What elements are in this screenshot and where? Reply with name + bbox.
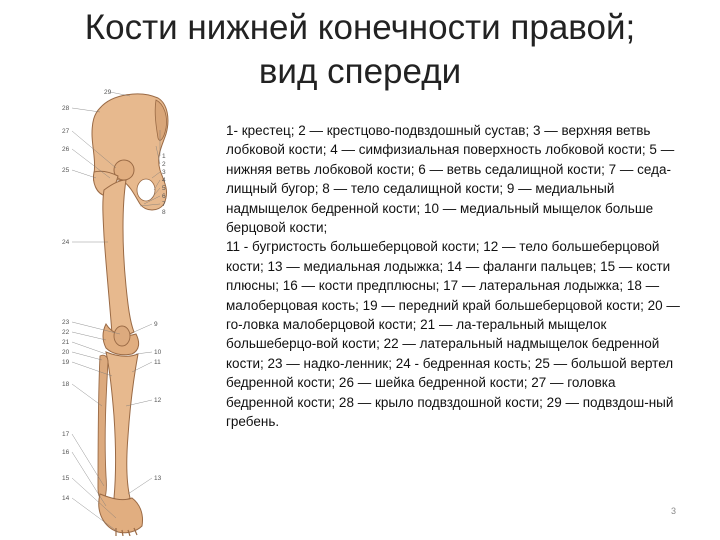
svg-text:8	[162, 209, 166, 216]
leg-bones-illustration	[60, 86, 230, 536]
title-line-1: Кости нижней конечности правой;	[84, 8, 636, 47]
femur-shaft	[103, 180, 134, 336]
fig-label-23: 23	[62, 319, 70, 326]
legend-paragraph-1: 1- крестец; 2 — крестцово-подвздошный сустав; 3 — верхняя ветвь лобковой кости; 4 — симфизиальная поверхность лобковой кости; 5 — нижняя ветвь лобковой кости; 6 — ветвь седалищной кости; 7 — седа-лищный бугор; 8 — тело седалищной кости; 9 — медиальный надмыщелок бедренной кости; 10 — медиальный мыщелок больше берцовой кости;	[226, 123, 675, 236]
svg-text:18	[62, 381, 70, 388]
legend-paragraph-2: 11 - бугристость большеберцовой кости; 12 — тело большеберцовой кости; 13 — медиальная лодыжка; 14 — фаланги пальцев; 15 — кости плюсны; 16 — кости предплюсны; 17 — латеральная лодыжка; 18 — малоберцовая кость; 19 — передний край большеберцовой кости; 20 — го-ловка малоберцовой кости; 21 — ла-теральный мыщелок большеберцо-вой кости; 22 — латеральный надмыщелок бедренной кости; 23 — надко-ленник; 24 - бедренная кость; 25 — большой вертел бедренной кости; 26 — шейка бедренной кости; 27 — головка бедренной кости; 28 — крыло подвздошной кости; 29 — подвздош-ный гребень.	[226, 239, 680, 430]
fig-label-4: 4	[162, 177, 166, 184]
svg-text:24	[62, 239, 70, 246]
fig-label-17: 17	[62, 431, 70, 438]
svg-text:23	[62, 319, 70, 326]
svg-text:14	[62, 495, 70, 502]
fig-label-11: 11	[154, 359, 161, 366]
svg-text:21	[62, 339, 70, 346]
tibia-bone	[106, 352, 138, 501]
svg-text:7	[162, 201, 166, 208]
fig-label-10: 10	[154, 349, 162, 356]
patella	[114, 326, 130, 346]
svg-text:9	[154, 321, 158, 328]
page-number: 3	[671, 506, 677, 516]
svg-text:2	[162, 161, 166, 168]
fig-label-1: 1	[162, 153, 166, 160]
fig-label-14: 14	[62, 495, 70, 502]
svg-text:11	[154, 359, 161, 366]
svg-text:5	[162, 185, 166, 192]
fig-label-12: 12	[154, 397, 162, 404]
svg-text:17	[62, 431, 70, 438]
fig-label-13: 13	[154, 475, 162, 482]
svg-text:27	[62, 128, 70, 135]
fig-label-26: 26	[62, 146, 70, 153]
svg-text:4	[162, 177, 166, 184]
svg-text:13	[154, 475, 162, 482]
svg-text:29	[104, 89, 112, 96]
svg-text:26	[62, 146, 70, 153]
svg-text:28	[62, 105, 70, 112]
title-line-2: вид спереди	[258, 52, 462, 91]
legend-description	[226, 121, 684, 432]
fig-label-16: 16	[62, 449, 70, 456]
fig-label-8: 8	[162, 209, 166, 216]
fig-label-5: 5	[162, 185, 166, 192]
svg-text:6	[162, 193, 166, 200]
slide-title	[0, 6, 720, 94]
svg-text:10	[154, 349, 162, 356]
fig-label-27: 27	[62, 128, 70, 135]
fig-label-7: 7	[162, 201, 166, 208]
svg-text:12	[154, 397, 162, 404]
svg-text:19	[62, 359, 70, 366]
fig-label-15: 15	[62, 475, 70, 482]
foot-bones	[99, 494, 143, 533]
fig-label-19: 19	[62, 359, 70, 366]
svg-text:15	[62, 475, 70, 482]
fig-label-21: 21	[62, 339, 70, 346]
svg-text:3	[162, 169, 166, 176]
fig-label-29: 29	[104, 89, 112, 96]
fig-label-3: 3	[162, 169, 166, 176]
fig-label-18: 18	[62, 381, 70, 388]
svg-text:16	[62, 449, 70, 456]
svg-text:25	[62, 167, 70, 174]
fibula-bone	[98, 355, 108, 500]
obturator-foramen	[137, 179, 155, 201]
fig-label-28: 28	[62, 105, 70, 112]
fig-label-2: 2	[162, 161, 166, 168]
fig-label-22: 22	[62, 329, 70, 336]
fig-label-9: 9	[154, 321, 158, 328]
svg-text:20	[62, 349, 70, 356]
fig-label-20: 20	[62, 349, 70, 356]
fig-label-25: 25	[62, 167, 70, 174]
fig-label-6: 6	[162, 193, 166, 200]
fig-label-24: 24	[62, 239, 70, 246]
svg-text:22	[62, 329, 70, 336]
svg-text:1	[162, 153, 166, 160]
